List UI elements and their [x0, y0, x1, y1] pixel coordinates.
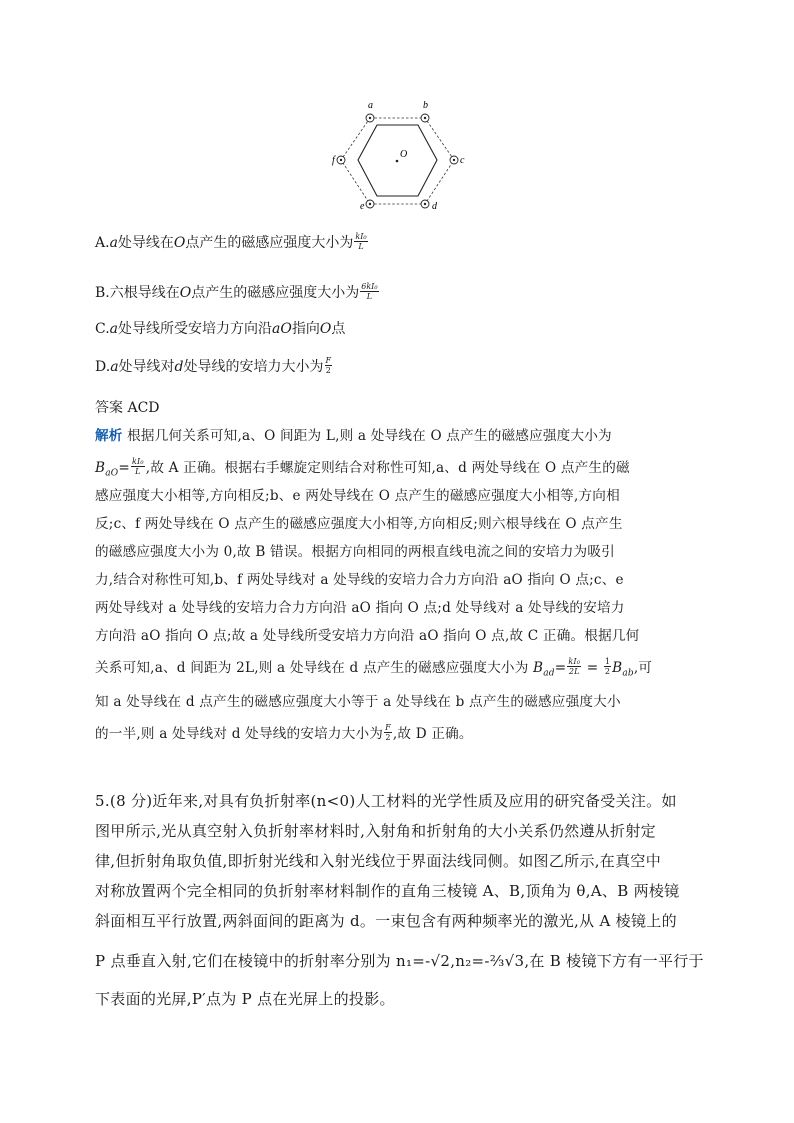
- label-b: b: [423, 100, 428, 111]
- option-b-text2: 点产生的磁感应强度大小为: [191, 285, 360, 301]
- answer-value: ACD: [127, 400, 160, 416]
- option-d-text2: 处导线的安培力大小为: [183, 359, 324, 375]
- option-c-o: O: [319, 321, 332, 337]
- wire-f: [337, 156, 345, 164]
- center-point: [396, 160, 399, 163]
- q5-row-5: 斜面相互平行放置,两斜面间的距离为 d。一束包含有两种频率光的激光,从 A 棱镜上的: [95, 912, 677, 930]
- question-5: [95, 790, 707, 1020]
- q5-row-6: P 点垂直入射,它们在棱镜中的折射率分别为 n₁=-√2,n₂=-⅔√3,在 B 棱镜下方有一平行于: [95, 952, 704, 970]
- q5-row-1: 5.(8 分)近年来,对具有负折射率(n<0)人工材料的光学性质及应用的研究备受关注。如: [95, 792, 677, 810]
- option-a-text2: 点产生的磁感应强度大小为: [185, 235, 354, 251]
- label-o: O: [400, 149, 408, 160]
- wire-c: [450, 156, 458, 164]
- hexagon-wire-figure: [330, 95, 465, 215]
- wire-e: [366, 200, 374, 208]
- option-b-o: O: [179, 285, 192, 301]
- analysis-label: 解析: [95, 428, 123, 444]
- wire-b: [421, 114, 429, 122]
- wire-a: [366, 114, 374, 122]
- q5-row-7: 下表面的光屏,P′点为 P 点在光屏上的投影。: [95, 990, 395, 1008]
- option-a-prefix: A.: [95, 235, 110, 251]
- option-c-text3: 点: [331, 321, 346, 337]
- analysis-row9-fraction: $\frac{\text{kI₀}}{2L}$: [568, 657, 581, 676]
- q5-row-3: 律,但折射角取负值,即折射光线和入射光线位于界面法线同侧。如图乙所示,在真空中: [95, 852, 662, 870]
- page: a b c d e f O A.a处导线在O点产生的磁感应强度大小为 $\frac{\text{kI₀}}{L}$ B.六根导线在O点产生的磁感应强度大小为 $\frac{\text{6kI₀}}{L}$ C.a处导线所受安培力方向沿aO指向O点 D.a处导线对d处导线的安培力大小为 $\frac{F}{2}$ 答案 ACD 解析 根据几何关系可知,a、O 间距为 L,则 a 处导线在 O 点产生的磁感应强度大小为 $B_{aO}=$ $\frac{\text{kI₀}}{L}$ ,故 A 正确。根据右手螺旋定则结合对称性可知,a、d 两处导线在 O 点产生的磁 感应强度大小相等,方向相反;b、e 两处导线在 O 点产生的磁感应强度大小相等,方向相 反;c、f 两处导线在 O 点产生的磁感应强度大小相等,方向相反;则六根导线在 O 点产生 的磁感应强度大小为 0,故 B 错误。根据方向相同的两根直线电流之间的安培力为吸引 力,结合对称性可知,b、f 两处导线对 a 处导线的安培力合力方向沿 aO 指向 O 点;c、e 两处导线对 a 处导线的安培力合力方向沿 aO 指向 O 点;d 处导线对 a 处导线的安培力 方向沿 aO 指向 O 点;故 a 处导线所受安培力方向沿 aO 指向 O 点,故 C 正确。根据几何 关系可知,a、d 间距为 2L,则 a 处导线在 d 点产生的磁感应强度大小为 $B_{ad}=$ $\frac{\text{kI₀}}{2L}$ = $\frac{1}{2}$ $B_{ab}$,可 知 a 处导线在 d 点产生的磁感应强度大小等于 a 处导线在 b 点产生的磁感应强度大小 的一半,则 a 处导线对 d 处导线的安培力大小为 $\frac{F}{2}$ ,故 D 正确。 5.(8 分)近年来,对具有负折射率(n<0)人工材料的光学性质及应用的研究备受关注。如 图甲所示,光从真空射入负折射率材料时,入射角和折射角的大小关系仍然遵从折射定 律,但折射角取负值,即折射光线和入射光线位于界面法线同侧。如图乙所示,在真空中 对称放置两个完全相同的负折射率材料制作的直角三棱镜 A、B,顶角为 θ,A、B 两棱镜 斜面相互平行放置,两斜面间的距离为 d。一束包含有两种频率光的激光,从 A 棱镜上的 P 点垂直入射,它们在棱镜中的折射率分别为 n₁=-√2,n₂=-⅔√3,在 B 棱镜下方有一平行于 下表面的光屏,P′点为 P 点在光屏上的投影。: [0, 0, 794, 1123]
- option-d: [95, 356, 715, 377]
- wire-d: [421, 200, 429, 208]
- option-a: [95, 232, 715, 253]
- option-c-text2: 指向: [291, 321, 320, 337]
- label-f: f: [332, 155, 335, 166]
- analysis-row9-half: $\frac{1}{2}$: [604, 657, 611, 676]
- option-a-o: O: [173, 235, 186, 251]
- analysis-row2-fraction: $\frac{\text{kI₀}}{L}$: [131, 457, 144, 476]
- option-b-fraction: $\frac{\text{6kI₀}}{L}$: [361, 281, 378, 301]
- option-c: [95, 318, 715, 338]
- option-a-fraction: $\frac{\text{kI₀}}{L}$: [355, 231, 367, 251]
- label-a: a: [368, 100, 373, 111]
- option-c-prefix: C.: [95, 321, 110, 337]
- label-d: d: [432, 201, 437, 212]
- analysis-row11-fraction: $\frac{F}{2}$: [385, 723, 391, 742]
- option-a-wire: a: [109, 235, 118, 251]
- option-b-text: B.六根导线在: [95, 285, 180, 301]
- option-d-text: 处导线对: [118, 359, 175, 375]
- option-b: [95, 282, 715, 303]
- option-a-text1: 处导线在: [117, 235, 174, 251]
- option-d-d: d: [174, 359, 184, 375]
- q5-row-4: 对称放置两个完全相同的负折射率材料制作的直角三棱镜 A、B,顶角为 θ,A、B 两棱镜: [95, 882, 680, 900]
- answer-line: [95, 397, 715, 417]
- option-c-text: 处导线所受安培力方向沿: [118, 321, 273, 337]
- option-d-fraction: $\frac{F}{2}$: [325, 355, 332, 375]
- option-d-prefix: D.: [95, 359, 111, 375]
- answer-label: 答案: [95, 400, 123, 416]
- option-c-ao: aO: [272, 321, 292, 337]
- option-c-wire: a: [109, 321, 119, 337]
- label-e: e: [360, 201, 365, 212]
- q5-row-2: 图甲所示,光从真空射入负折射率材料时,入射角和折射角的大小关系仍然遵从折射定: [95, 822, 656, 840]
- label-c: c: [460, 155, 465, 166]
- option-d-wire: a: [110, 359, 119, 375]
